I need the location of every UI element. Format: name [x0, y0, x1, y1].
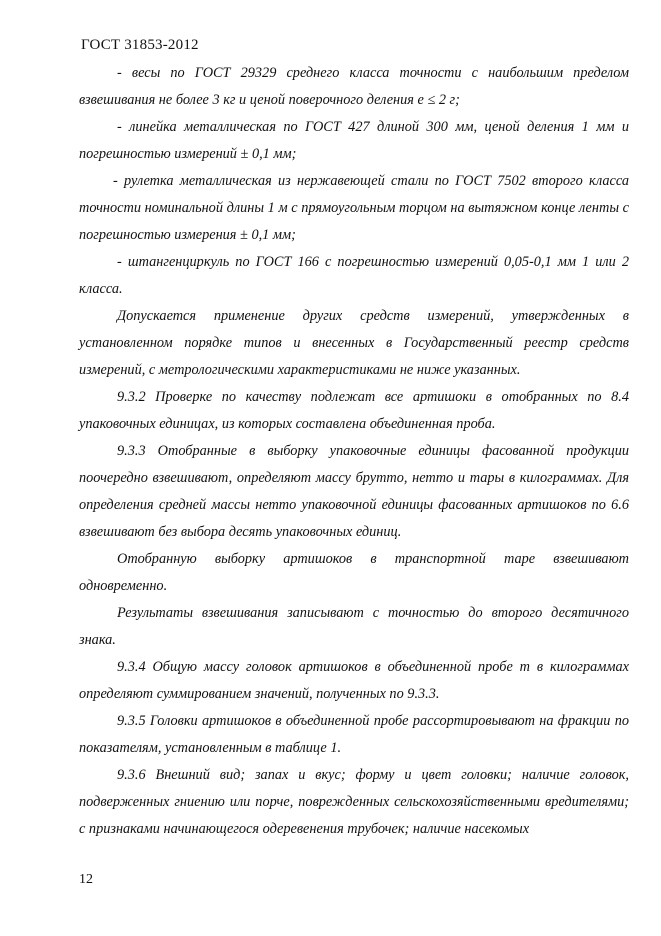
document-header: ГОСТ 31853-2012 [81, 37, 199, 53]
paragraph-caliper: - штангенциркуль по ГОСТ 166 с погрешностью измерений 0,05-0,1 мм 1 или 2 класса. [79, 254, 629, 297]
paragraph-9-3-4: 9.3.4 Общую массу головок артишоков в объединенной пробе m в килограммах определяют суммированием значений, полученных по 9.3.3. [79, 659, 629, 702]
paragraph-tape-measure: - рулетка металлическая из нержавеющей стали по ГОСТ 7502 второго класса точности номинальной длины 1 м с прямоугольным торцом на вытяжном конце ленты с погрешностью измерения ± 0,1 мм; [79, 173, 629, 243]
paragraph-ruler: - линейка металлическая по ГОСТ 427 длиной 300 мм, ценой деления 1 мм и погрешностью измерений ± 0,1 мм; [79, 119, 629, 162]
page-number: 12 [79, 872, 93, 887]
paragraph-9-3-6: 9.3.6 Внешний вид; запах и вкус; форму и цвет головки; наличие головок, подверженных гниению или порче, поврежденных сельскохозяйственными вредителями; с признаками начинающегося одеревенения трубочек; наличие насекомых [79, 767, 629, 837]
paragraph-weighing-results: Результаты взвешивания записывают с точностью до второго десятичного знака. [79, 605, 629, 648]
paragraph-9-3-5: 9.3.5 Головки артишоков в объединенной пробе рассортировывают на фракции по показателям, установленным в таблице 1. [79, 713, 629, 756]
paragraph-9-3-3: 9.3.3 Отобранные в выборку упаковочные единицы фасованной продукции поочередно взвешивают, определяют массу брутто, нетто и тары в килограммах. Для определения средней массы нетто упаковочной единицы фасованных артишоков по 6.6 взвешивают без выбора десять упаковочных единиц. [79, 443, 629, 540]
document-body [79, 60, 629, 843]
paragraph-transport-weighing: Отобранную выборку артишоков в транспортной таре взвешивают одновременно. [79, 551, 629, 594]
paragraph-9-3-2: 9.3.2 Проверке по качеству подлежат все артишоки в отобранных по 8.4 упаковочных единицах, из которых составлена объединенная проба. [79, 389, 629, 432]
paragraph-other-instruments: Допускается применение других средств измерений, утвержденных в установленном порядке типов и внесенных в Государственный реестр средств измерений, с метрологическими характеристиками не ниже указанных. [79, 308, 629, 378]
paragraph-scales: - весы по ГОСТ 29329 среднего класса точности с наибольшим пределом взвешивания не более 3 кг и ценой поверочного деления е ≤ 2 г; [79, 65, 629, 108]
